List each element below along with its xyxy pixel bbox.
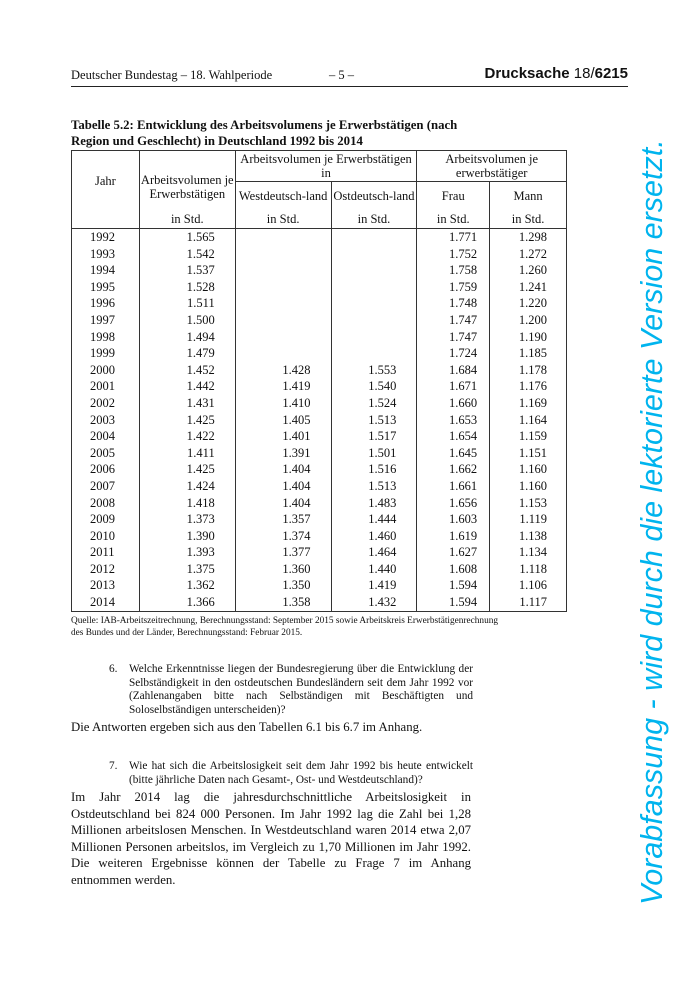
cell-frau: 1.759 (417, 279, 490, 296)
cell-west: 1.428 (235, 362, 331, 379)
cell-east: 1.432 (331, 594, 417, 611)
cell-year: 1992 (72, 229, 140, 246)
table-row (72, 561, 567, 578)
table-row (72, 395, 567, 412)
cell-mann: 1.220 (490, 295, 567, 312)
cell-west: 1.404 (235, 495, 331, 512)
cell-total: 1.542 (139, 246, 235, 263)
cell-east (331, 279, 417, 296)
cell-year: 2009 (72, 511, 140, 528)
cell-mann: 1.260 (490, 262, 567, 279)
cell-mann: 1.190 (490, 329, 567, 346)
cell-east (331, 246, 417, 263)
table-row (72, 428, 567, 445)
cell-year: 2003 (72, 412, 140, 429)
cell-frau: 1.747 (417, 312, 490, 329)
cell-frau: 1.748 (417, 295, 490, 312)
cell-frau: 1.645 (417, 445, 490, 462)
cell-total: 1.418 (139, 495, 235, 512)
header-east: Ostdeutsch-land (331, 182, 417, 211)
page-number: – 5 – (329, 68, 354, 82)
cell-east (331, 262, 417, 279)
cell-year: 2008 (72, 495, 140, 512)
cell-frau: 1.662 (417, 461, 490, 478)
cell-year: 2012 (72, 561, 140, 578)
header-year: Jahr (72, 151, 140, 211)
question-7-number: 7. (109, 760, 118, 772)
cell-total: 1.424 (139, 478, 235, 495)
unit-mann: in Std. (490, 210, 567, 229)
cell-total: 1.422 (139, 428, 235, 445)
cell-east: 1.513 (331, 478, 417, 495)
cell-year: 1995 (72, 279, 140, 296)
cell-frau: 1.653 (417, 412, 490, 429)
question-7 (109, 760, 473, 787)
cell-mann: 1.176 (490, 378, 567, 395)
cell-east (331, 329, 417, 346)
cell-east: 1.513 (331, 412, 417, 429)
cell-year: 1999 (72, 345, 140, 362)
header-mann: Mann (490, 182, 567, 211)
header-region-group: Arbeitsvolumen je Erwerbstätigen in (235, 151, 417, 182)
table-row (72, 478, 567, 495)
cell-mann: 1.185 (490, 345, 567, 362)
header-gender-group: Arbeitsvolumen je erwerbstätiger (417, 151, 567, 182)
cell-year: 2000 (72, 362, 140, 379)
cell-east: 1.444 (331, 511, 417, 528)
cell-year: 2010 (72, 528, 140, 545)
cell-year: 2006 (72, 461, 140, 478)
cell-east: 1.516 (331, 461, 417, 478)
cell-frau: 1.758 (417, 262, 490, 279)
cell-east: 1.540 (331, 378, 417, 395)
cell-east: 1.553 (331, 362, 417, 379)
cell-frau: 1.608 (417, 561, 490, 578)
cell-west: 1.410 (235, 395, 331, 412)
document-number-bold: 6215 (594, 65, 628, 82)
cell-west: 1.391 (235, 445, 331, 462)
cell-year: 2013 (72, 577, 140, 594)
cell-frau: 1.747 (417, 329, 490, 346)
cell-west: 1.360 (235, 561, 331, 578)
cell-mann: 1.169 (490, 395, 567, 412)
cell-mann: 1.106 (490, 577, 567, 594)
cell-west (235, 229, 331, 246)
cell-total: 1.393 (139, 544, 235, 561)
cell-year: 2014 (72, 594, 140, 611)
cell-east (331, 345, 417, 362)
cell-year: 2005 (72, 445, 140, 462)
table-row (72, 577, 567, 594)
cell-west (235, 329, 331, 346)
cell-east (331, 295, 417, 312)
header-west: Westdeutsch-land (235, 182, 331, 211)
cell-year: 1997 (72, 312, 140, 329)
cell-west (235, 246, 331, 263)
cell-west (235, 262, 331, 279)
cell-total: 1.442 (139, 378, 235, 395)
cell-east: 1.464 (331, 544, 417, 561)
cell-west: 1.401 (235, 428, 331, 445)
table-row (72, 461, 567, 478)
cell-mann: 1.151 (490, 445, 567, 462)
cell-mann: 1.200 (490, 312, 567, 329)
cell-mann: 1.138 (490, 528, 567, 545)
cell-east: 1.517 (331, 428, 417, 445)
header-total: Arbeitsvolumen je Erwerbstätigen (139, 151, 235, 211)
cell-mann: 1.298 (490, 229, 567, 246)
cell-total: 1.494 (139, 329, 235, 346)
cell-frau: 1.752 (417, 246, 490, 263)
table-title: Tabelle 5.2: Entwicklung des Arbeitsvolumens je Erwerbstätigen (nach Region und Geschlecht) in Deutschland 1992 bis 2014 (71, 118, 458, 148)
table-row (72, 544, 567, 561)
cell-frau: 1.771 (417, 229, 490, 246)
cell-mann: 1.160 (490, 478, 567, 495)
table-row (72, 511, 567, 528)
cell-total: 1.500 (139, 312, 235, 329)
cell-total: 1.511 (139, 295, 235, 312)
table-row (72, 594, 567, 611)
cell-mann: 1.272 (490, 246, 567, 263)
question-6 (109, 663, 473, 717)
cell-east: 1.460 (331, 528, 417, 545)
cell-total: 1.411 (139, 445, 235, 462)
table-row (72, 412, 567, 429)
document-number-plain: 18/ (569, 65, 595, 82)
document-number (485, 65, 628, 82)
cell-west: 1.357 (235, 511, 331, 528)
work-volume-table (71, 150, 567, 612)
cell-year: 1996 (72, 295, 140, 312)
table-row (72, 445, 567, 462)
cell-mann: 1.118 (490, 561, 567, 578)
cell-frau: 1.654 (417, 428, 490, 445)
cell-total: 1.366 (139, 594, 235, 611)
cell-east: 1.524 (331, 395, 417, 412)
cell-total: 1.375 (139, 561, 235, 578)
cell-total: 1.390 (139, 528, 235, 545)
cell-total: 1.452 (139, 362, 235, 379)
cell-west (235, 279, 331, 296)
cell-year: 1998 (72, 329, 140, 346)
cell-west: 1.405 (235, 412, 331, 429)
cell-total: 1.425 (139, 461, 235, 478)
cell-total: 1.565 (139, 229, 235, 246)
table-source-note: Quelle: IAB-Arbeitszeitrechnung, Berechnungsstand: September 2015 sowie Arbeitskreis Erwerbstätigenrechnung des Bundes und der Länder, Berechnungsstand: Februar 2015. (71, 616, 499, 638)
cell-frau: 1.594 (417, 577, 490, 594)
cell-frau: 1.603 (417, 511, 490, 528)
unit-east: in Std. (331, 210, 417, 229)
cell-year: 1994 (72, 262, 140, 279)
table-row (72, 495, 567, 512)
cell-frau: 1.656 (417, 495, 490, 512)
cell-west: 1.419 (235, 378, 331, 395)
cell-east: 1.483 (331, 495, 417, 512)
cell-mann: 1.159 (490, 428, 567, 445)
cell-total: 1.362 (139, 577, 235, 594)
cell-east: 1.419 (331, 577, 417, 594)
answer-6: Die Antworten ergeben sich aus den Tabellen 6.1 bis 6.7 im Anhang. (71, 720, 423, 734)
cell-total: 1.373 (139, 511, 235, 528)
table-row (72, 329, 567, 346)
cell-total: 1.479 (139, 345, 235, 362)
cell-mann: 1.164 (490, 412, 567, 429)
cell-frau: 1.660 (417, 395, 490, 412)
cell-west: 1.404 (235, 478, 331, 495)
cell-west: 1.377 (235, 544, 331, 561)
cell-east: 1.501 (331, 445, 417, 462)
cell-mann: 1.119 (490, 511, 567, 528)
cell-mann: 1.153 (490, 495, 567, 512)
answer-7: Im Jahr 2014 lag die jahresdurchschnittliche Arbeitslosigkeit in Ostdeutschland bei 824 000 Personen. Im Jahr 1992 lag die Zahl bei 1,28 Millionen arbeitslosen Menschen. In Westdeutschland waren 2014 etwa 2,07 Millionen Personen arbeitslos, im Vergleich zu 1,70 Millionen im Jahr 1992. Die weiteren Ergebnisse können der Tabelle zu Frage 7 im Anhang entnommen werden. (71, 790, 471, 887)
cell-frau: 1.594 (417, 594, 490, 611)
table-row (72, 246, 567, 263)
question-6-text: Welche Erkenntnisse liegen der Bundesregierung über die Entwicklung der Selbständigkeit in den ostdeutschen Bundesländern seit dem Jahr 1992 vor (Zahlenangaben bitte nach Selbständigen mit Beschäftigten und Soloselbständigen unterscheiden)? (129, 663, 473, 716)
cell-mann: 1.160 (490, 461, 567, 478)
cell-west: 1.404 (235, 461, 331, 478)
cell-frau: 1.619 (417, 528, 490, 545)
cell-year: 2002 (72, 395, 140, 412)
cell-west (235, 345, 331, 362)
cell-year: 2007 (72, 478, 140, 495)
cell-east (331, 312, 417, 329)
cell-total: 1.537 (139, 262, 235, 279)
unit-frau: in Std. (417, 210, 490, 229)
cell-year: 2004 (72, 428, 140, 445)
cell-total: 1.431 (139, 395, 235, 412)
cell-year: 2001 (72, 378, 140, 395)
cell-east: 1.440 (331, 561, 417, 578)
table-row (72, 528, 567, 545)
cell-east (331, 229, 417, 246)
cell-year: 2011 (72, 544, 140, 561)
table-row (72, 295, 567, 312)
unit-row (72, 210, 567, 229)
unit-west: in Std. (235, 210, 331, 229)
table-row (72, 362, 567, 379)
cell-west: 1.350 (235, 577, 331, 594)
cell-mann: 1.178 (490, 362, 567, 379)
cell-frau: 1.661 (417, 478, 490, 495)
cell-mann: 1.117 (490, 594, 567, 611)
cell-mann: 1.134 (490, 544, 567, 561)
table-row (72, 262, 567, 279)
cell-frau: 1.724 (417, 345, 490, 362)
cell-west (235, 295, 331, 312)
table-row (72, 279, 567, 296)
cell-west (235, 312, 331, 329)
document-label: Drucksache (484, 65, 570, 82)
cell-west: 1.374 (235, 528, 331, 545)
draft-watermark: Vorabfassung - wird durch die lektorierte Version ersetzt. (635, 139, 669, 905)
cell-year: 1993 (72, 246, 140, 263)
table-row (72, 378, 567, 395)
header-frau: Frau (417, 182, 490, 211)
cell-total: 1.528 (139, 279, 235, 296)
question-7-text: Wie hat sich die Arbeitslosigkeit seit dem Jahr 1992 bis heute entwickelt (bitte jährliche Daten nach Gesamt-, Ost- und Westdeutschland)? (129, 760, 473, 786)
page-header (71, 66, 628, 87)
cell-frau: 1.671 (417, 378, 490, 395)
cell-frau: 1.627 (417, 544, 490, 561)
cell-mann: 1.241 (490, 279, 567, 296)
cell-total: 1.425 (139, 412, 235, 429)
table-row (72, 345, 567, 362)
cell-west: 1.358 (235, 594, 331, 611)
header-parliament: Deutscher Bundestag – 18. Wahlperiode (71, 68, 273, 82)
table-row (72, 229, 567, 246)
unit-total: in Std. (139, 210, 235, 229)
cell-frau: 1.684 (417, 362, 490, 379)
table-row (72, 312, 567, 329)
question-6-number: 6. (109, 663, 118, 675)
